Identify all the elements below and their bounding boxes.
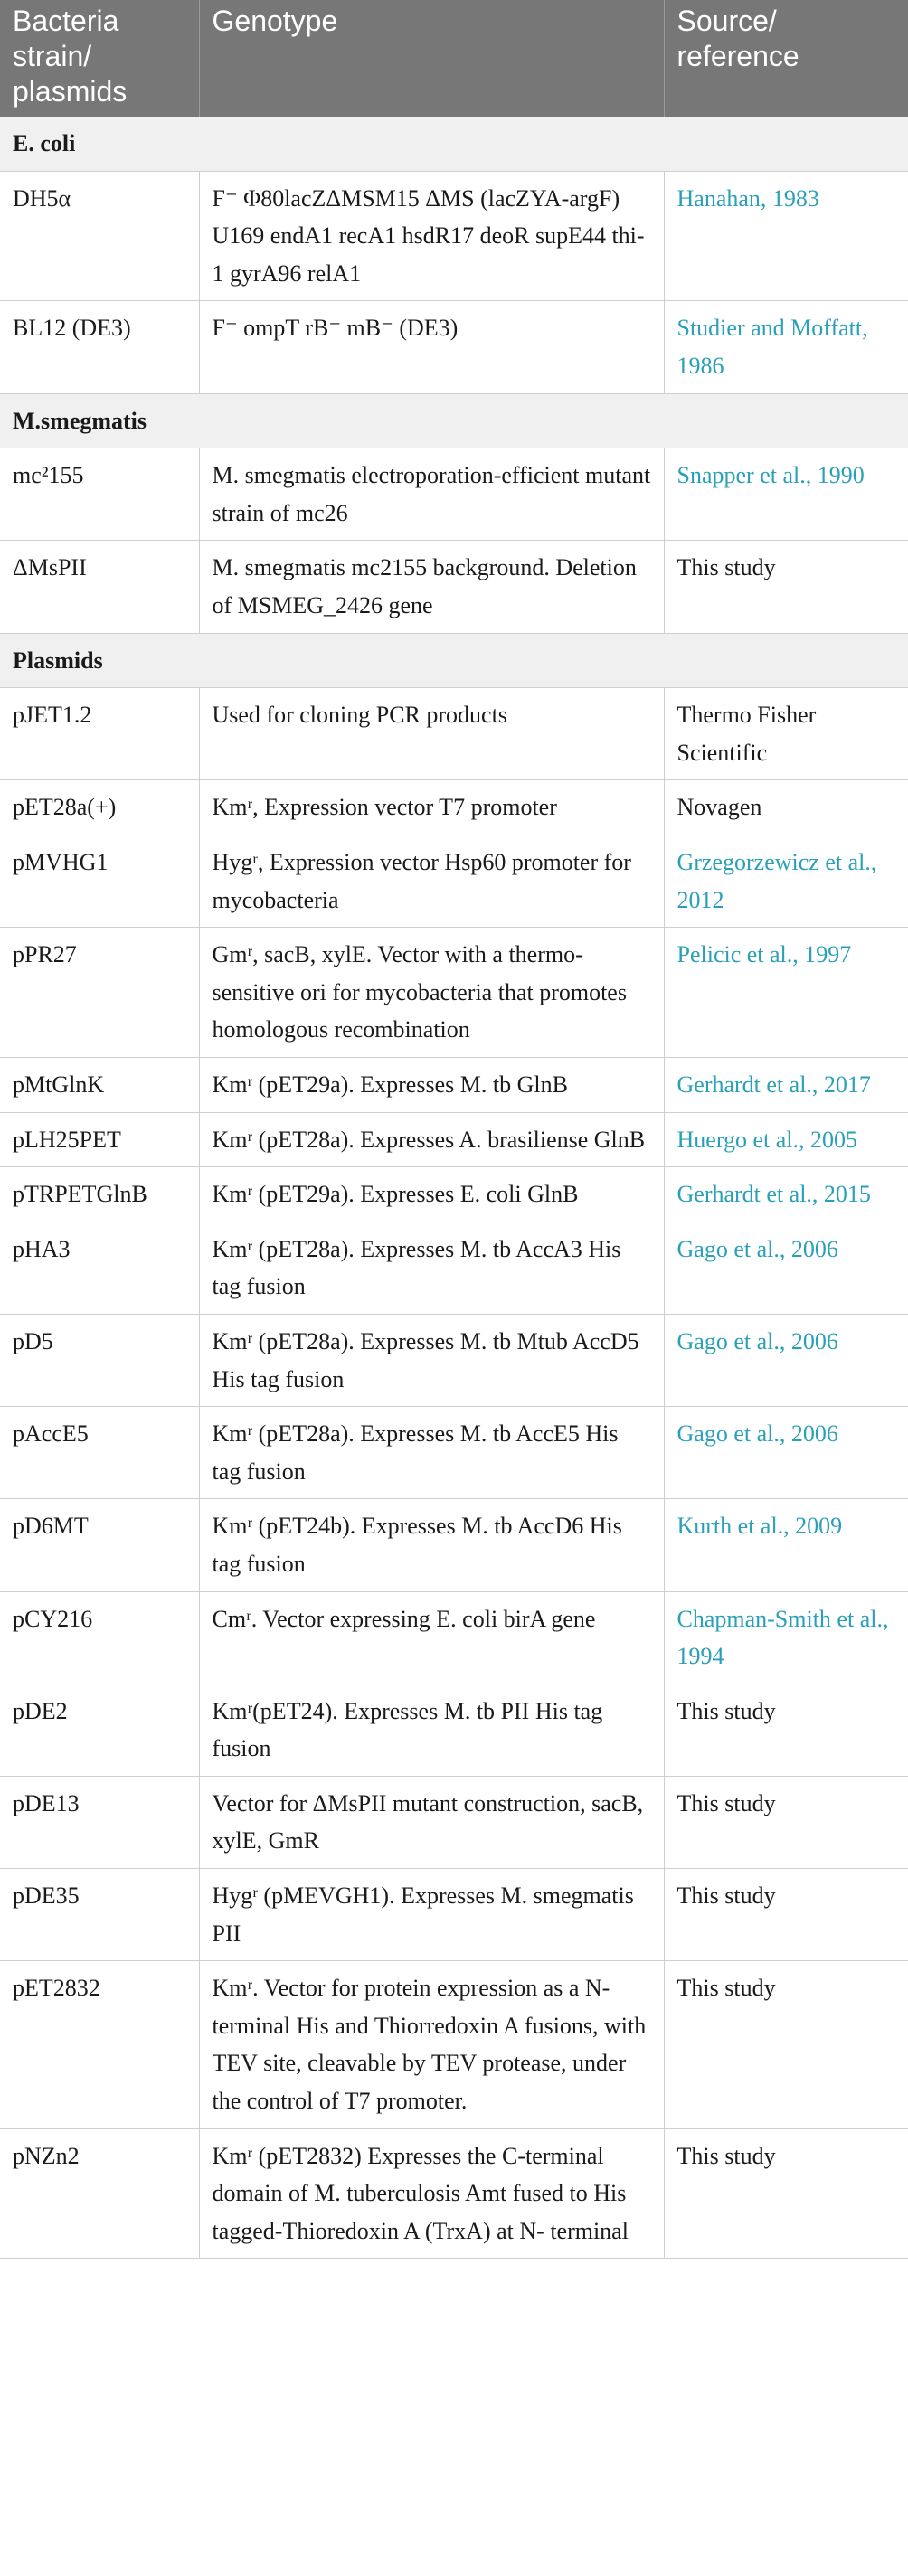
genotype: F⁻ Φ80lacZΔMSM15 ΔMS (lacZYA-argF) U169 endA1 recA1 hsdR17 deoR supE44 thi-1 gyrA96 relA1 bbox=[199, 171, 664, 301]
genotype: Hygʳ (pMEVGH1). Expresses M. smegmatis PII bbox=[199, 1869, 664, 1961]
strain-name: ΔMsPII bbox=[0, 541, 199, 633]
table-row bbox=[0, 301, 908, 393]
reference-link[interactable]: Gerhardt et al., 2015 bbox=[676, 1181, 871, 1208]
genotype: Vector for ΔMsPII mutant construction, sacB, xylE, GmR bbox=[199, 1776, 664, 1868]
table-row bbox=[0, 1591, 908, 1684]
strain-name: DH5α bbox=[0, 171, 199, 301]
section-row bbox=[0, 117, 908, 171]
table-row bbox=[0, 1407, 908, 1499]
source: This study bbox=[664, 1684, 908, 1776]
genotype: Kmʳ (pET28a). Expresses A. brasiliense GlnB bbox=[199, 1112, 664, 1167]
reference-link[interactable]: Huergo et al., 2005 bbox=[676, 1126, 858, 1153]
genotype: Kmʳ (pET29a). Expresses E. coli GlnB bbox=[199, 1167, 664, 1222]
table-row bbox=[0, 448, 908, 541]
genotype: Kmʳ (pET24b). Expresses M. tb AccD6 His tag fusion bbox=[199, 1499, 664, 1591]
table-row bbox=[0, 928, 908, 1058]
source-cell bbox=[664, 171, 908, 301]
strain-name: pET2832 bbox=[0, 1961, 199, 2128]
genotype: Kmʳ(pET24). Expresses M. tb PII His tag fusion bbox=[199, 1684, 664, 1776]
genotype: F⁻ ompT rB⁻ mB⁻ (DE3) bbox=[199, 301, 664, 393]
strain-name: mc²155 bbox=[0, 448, 199, 541]
table-row bbox=[0, 1057, 908, 1112]
genotype: Gmʳ, sacB, xylE. Vector with a thermo-sensitive ori for mycobacteria that promotes homologous recombination bbox=[199, 928, 664, 1058]
table-row bbox=[0, 688, 908, 780]
source: Thermo Fisher Scientific bbox=[664, 688, 908, 780]
source: This study bbox=[664, 1869, 908, 1961]
source-cell bbox=[664, 301, 908, 393]
table-row bbox=[0, 1684, 908, 1776]
strain-name: pDE2 bbox=[0, 1684, 199, 1776]
reference-link[interactable]: Gago et al., 2006 bbox=[676, 1327, 838, 1354]
strain-name: pDE13 bbox=[0, 1776, 199, 1868]
table-row bbox=[0, 1167, 908, 1222]
reference-link[interactable]: Hanahan, 1983 bbox=[676, 184, 819, 212]
genotype: Kmʳ (pET28a). Expresses M. tb AccA3 His tag fusion bbox=[199, 1222, 664, 1314]
reference-link[interactable]: Gerhardt et al., 2017 bbox=[676, 1071, 871, 1098]
table-row bbox=[0, 780, 908, 835]
table-row bbox=[0, 1961, 908, 2128]
genotype: Kmʳ (pET2832) Expresses the C-terminal domain of M. tuberculosis Amt fused to His tagged-Thioredoxin A (TrxA) at N- terminal bbox=[199, 2128, 664, 2259]
strain-name: pAccE5 bbox=[0, 1407, 199, 1499]
reference-link[interactable]: Gago et al., 2006 bbox=[676, 1235, 838, 1262]
genotype: Used for cloning PCR products bbox=[199, 688, 664, 780]
strain-name: BL12 (DE3) bbox=[0, 301, 199, 393]
strain-name: pMtGlnK bbox=[0, 1057, 199, 1112]
section-row bbox=[0, 633, 908, 688]
reference-link[interactable]: Gago et al., 2006 bbox=[676, 1420, 838, 1448]
source-cell bbox=[664, 1222, 908, 1314]
section-row bbox=[0, 393, 908, 448]
source-cell bbox=[664, 1057, 908, 1112]
genotype: M. smegmatis mc2155 background. Deletion of MSMEG_2426 gene bbox=[199, 541, 664, 633]
strain-name: pD6MT bbox=[0, 1499, 199, 1591]
source-cell bbox=[664, 1591, 908, 1684]
source: This study bbox=[664, 541, 908, 633]
source-cell bbox=[664, 1499, 908, 1591]
reference-link[interactable]: Pelicic et al., 1997 bbox=[676, 941, 852, 968]
source-cell bbox=[664, 1167, 908, 1222]
header-genotype: Genotype bbox=[199, 0, 664, 117]
table-row bbox=[0, 1869, 908, 1961]
table-row bbox=[0, 1314, 908, 1406]
table-row bbox=[0, 1499, 908, 1591]
strain-name: pLH25PET bbox=[0, 1112, 199, 1167]
table-body bbox=[0, 117, 908, 2259]
reference-link[interactable]: Grzegorzewicz et al., 2012 bbox=[676, 849, 877, 913]
source-cell bbox=[664, 448, 908, 541]
header-source: Source/ reference bbox=[664, 0, 908, 117]
genotype: Kmʳ, Expression vector T7 promoter bbox=[199, 780, 664, 835]
source-cell bbox=[664, 928, 908, 1058]
genotype: M. smegmatis electroporation-efficient mutant strain of mc26 bbox=[199, 448, 664, 541]
table-row bbox=[0, 1776, 908, 1868]
strain-name: pJET1.2 bbox=[0, 688, 199, 780]
reference-link[interactable]: Chapman-Smith et al., 1994 bbox=[676, 1605, 889, 1670]
genotype: Cmʳ. Vector expressing E. coli birA gene bbox=[199, 1591, 664, 1684]
source: This study bbox=[664, 1961, 908, 2128]
source: This study bbox=[664, 2128, 908, 2259]
genotype: Kmʳ (pET28a). Expresses M. tb AccE5 His tag fusion bbox=[199, 1407, 664, 1499]
strain-name: pHA3 bbox=[0, 1222, 199, 1314]
strain-name: pPR27 bbox=[0, 928, 199, 1058]
source: Novagen bbox=[664, 780, 908, 835]
genotype: Kmʳ. Vector for protein expression as a N-terminal His and Thiorredoxin A fusions, with TEV site, cleavable by TEV protease, under the control of T7 promoter. bbox=[199, 1961, 664, 2128]
genotype: Hygʳ, Expression vector Hsp60 promoter for mycobacteria bbox=[199, 835, 664, 928]
reference-link[interactable]: Studier and Moffatt, 1986 bbox=[676, 315, 868, 380]
section-title: Plasmids bbox=[0, 633, 908, 688]
table-row bbox=[0, 541, 908, 633]
strain-name: pCY216 bbox=[0, 1591, 199, 1684]
strain-name: pDE35 bbox=[0, 1869, 199, 1961]
reference-link[interactable]: Snapper et al., 1990 bbox=[676, 462, 865, 489]
table-row bbox=[0, 171, 908, 301]
strain-name: pET28a(+) bbox=[0, 780, 199, 835]
source-cell bbox=[664, 1314, 908, 1406]
source-cell bbox=[664, 835, 908, 928]
header-strain: Bacteria strain/ plasmids bbox=[0, 0, 199, 117]
strain-name: pD5 bbox=[0, 1314, 199, 1406]
strain-name: pTRPETGlnB bbox=[0, 1167, 199, 1222]
source-cell bbox=[664, 1112, 908, 1167]
source-cell bbox=[664, 1407, 908, 1499]
reference-link[interactable]: Kurth et al., 2009 bbox=[676, 1513, 843, 1540]
header-row bbox=[0, 0, 908, 117]
section-title: M.smegmatis bbox=[0, 393, 908, 448]
table-row bbox=[0, 835, 908, 928]
source: This study bbox=[664, 1776, 908, 1868]
genotype: Kmʳ (pET29a). Expresses M. tb GlnB bbox=[199, 1057, 664, 1112]
table-row bbox=[0, 1112, 908, 1167]
strain-name: pMVHG1 bbox=[0, 835, 199, 928]
table-row bbox=[0, 1222, 908, 1314]
table-row bbox=[0, 2128, 908, 2259]
section-title: E. coli bbox=[0, 117, 908, 171]
genotype: Kmʳ (pET28a). Expresses M. tb Mtub AccD5 His tag fusion bbox=[199, 1314, 664, 1406]
strain-name: pNZn2 bbox=[0, 2128, 199, 2259]
